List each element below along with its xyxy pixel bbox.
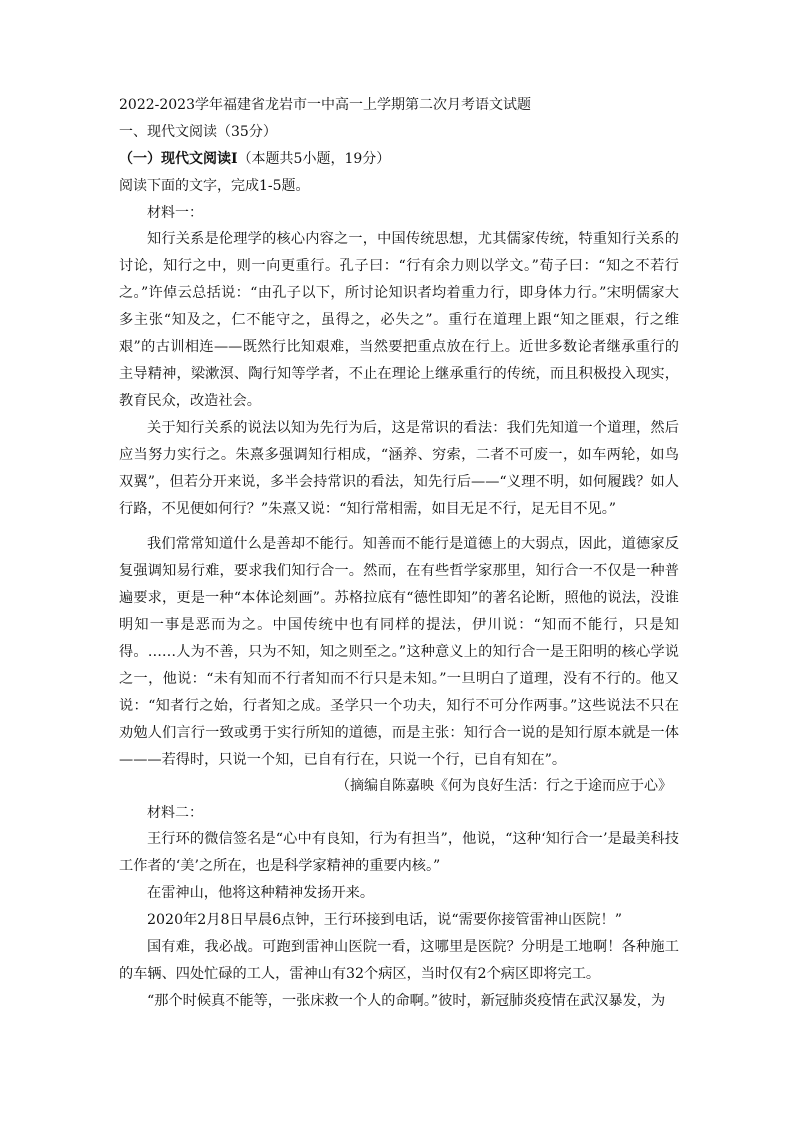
material1-paragraph: 我们常常知道什么是善却不能行。知善而不能行是道德上的大弱点，因此，道德家反复强调知易行难，要求我们知行合一。然而，在有些哲学家那里，知行合一不仅是一种普遍要求，更是一种“本体论刻画”。苏格拉底有“德性即知”的著名论断，照他的说法，没谁明知一事是恶而为之。中国传统中也有同样的提法，伊川说：“知而不能行，只是知得。……人为不善，只为不知，知之则至之。”这种意义上的知行合一是王阳明的核心学说之一，他说：“未有知而不行者知而不行只是未知。”一旦明白了道理，没有不行的。他又说：“知者行之始，行者知之成。圣学只一个功夫，知行不可分作两事。”这些说法不只在劝勉人们言行一致或勇于实行所知的道德，而是主张：知行合一说的是知行原本就是一体———若得时，只说一个知，已自有行在，只说一个行，已自有知在”。 (119, 536, 679, 768)
subsection-label: （一）现代文阅读Ⅰ (119, 151, 238, 167)
material1-source: （摘编自陈嘉映《何为良好生活：行之于途而应于心》 (336, 778, 672, 794)
document-title: 2022-2023学年福建省龙岩市一中高一上学期第二次月考语文试题 (119, 97, 531, 113)
subsection-note: （本题共5小题，19分） (237, 151, 391, 167)
material1-label: 材料一： (147, 205, 203, 221)
material2-paragraph: 王行环的微信签名是“心中有良知，行为有担当”，他说，“这种‘知行合一’是最美科技工作者的‘美’之所在，也是科学家精神的重要内核。” (119, 831, 679, 874)
section-heading: 一、现代文阅读（35分） (119, 124, 277, 140)
instruction: 阅读下面的文字，完成1-5题。 (119, 178, 310, 194)
material2-label: 材料二： (147, 805, 203, 821)
material2-paragraph: “那个时候真不能等，一张床救一个人的命啊。”彼时，新冠肺炎疫情在武汉暴发，为 (147, 993, 666, 1009)
material2-paragraph: 在雷神山，他将这种精神发扬开来。 (147, 885, 375, 901)
material1-paragraph: 关于知行关系的说法以知为先行为后，这是常识的看法：我们先知道一个道理，然后应当努力实行之。朱熹多强调知行相成，“涵养、穷索，二者不可废一，如车两轮，如鸟双翼”，但若分开来说，多半会持常识的看法，知先行后——“义理不明，如何履践？如人行路，不见便如何行？”朱熹又说：“知行常相需，如目无足不行，足无目不见。” (119, 420, 679, 517)
subsection-heading (119, 151, 679, 167)
material2-paragraph: 国有难，我必战。可跑到雷神山医院一看，这哪里是医院？分明是工地啊！各种施工的车辆、四处忙碌的工人，雷神山有32个病区，当时仅有2个病区即将完工。 (119, 939, 679, 982)
material1-paragraph: 知行关系是伦理学的核心内容之一，中国传统思想，尤其儒家传统，特重知行关系的讨论，知行之中，则一向更重行。孔子曰：“行有余力则以学文。”荀子曰：“知之不若行之。”许倬云总括说：“由孔子以下，所讨论知识者均着重力行，即身体力行。”宋明儒家大多主张“知及之，仁不能守之，虽得之，必失之”。重行在道理上跟“知之匪艰，行之维艰”的古训相连——既然行比知艰难，当然要把重点放在行上。近世多数论者继承重行的主导精神，梁漱溟、陶行知等学者，不止在理论上继承重行的传统，而且积极投入现实，教育民众，改造社会。 (119, 231, 679, 409)
material2-paragraph: 2020年2月8日早晨6点钟，王行环接到电话，说“需要你接管雷神山医院！” (147, 912, 622, 928)
